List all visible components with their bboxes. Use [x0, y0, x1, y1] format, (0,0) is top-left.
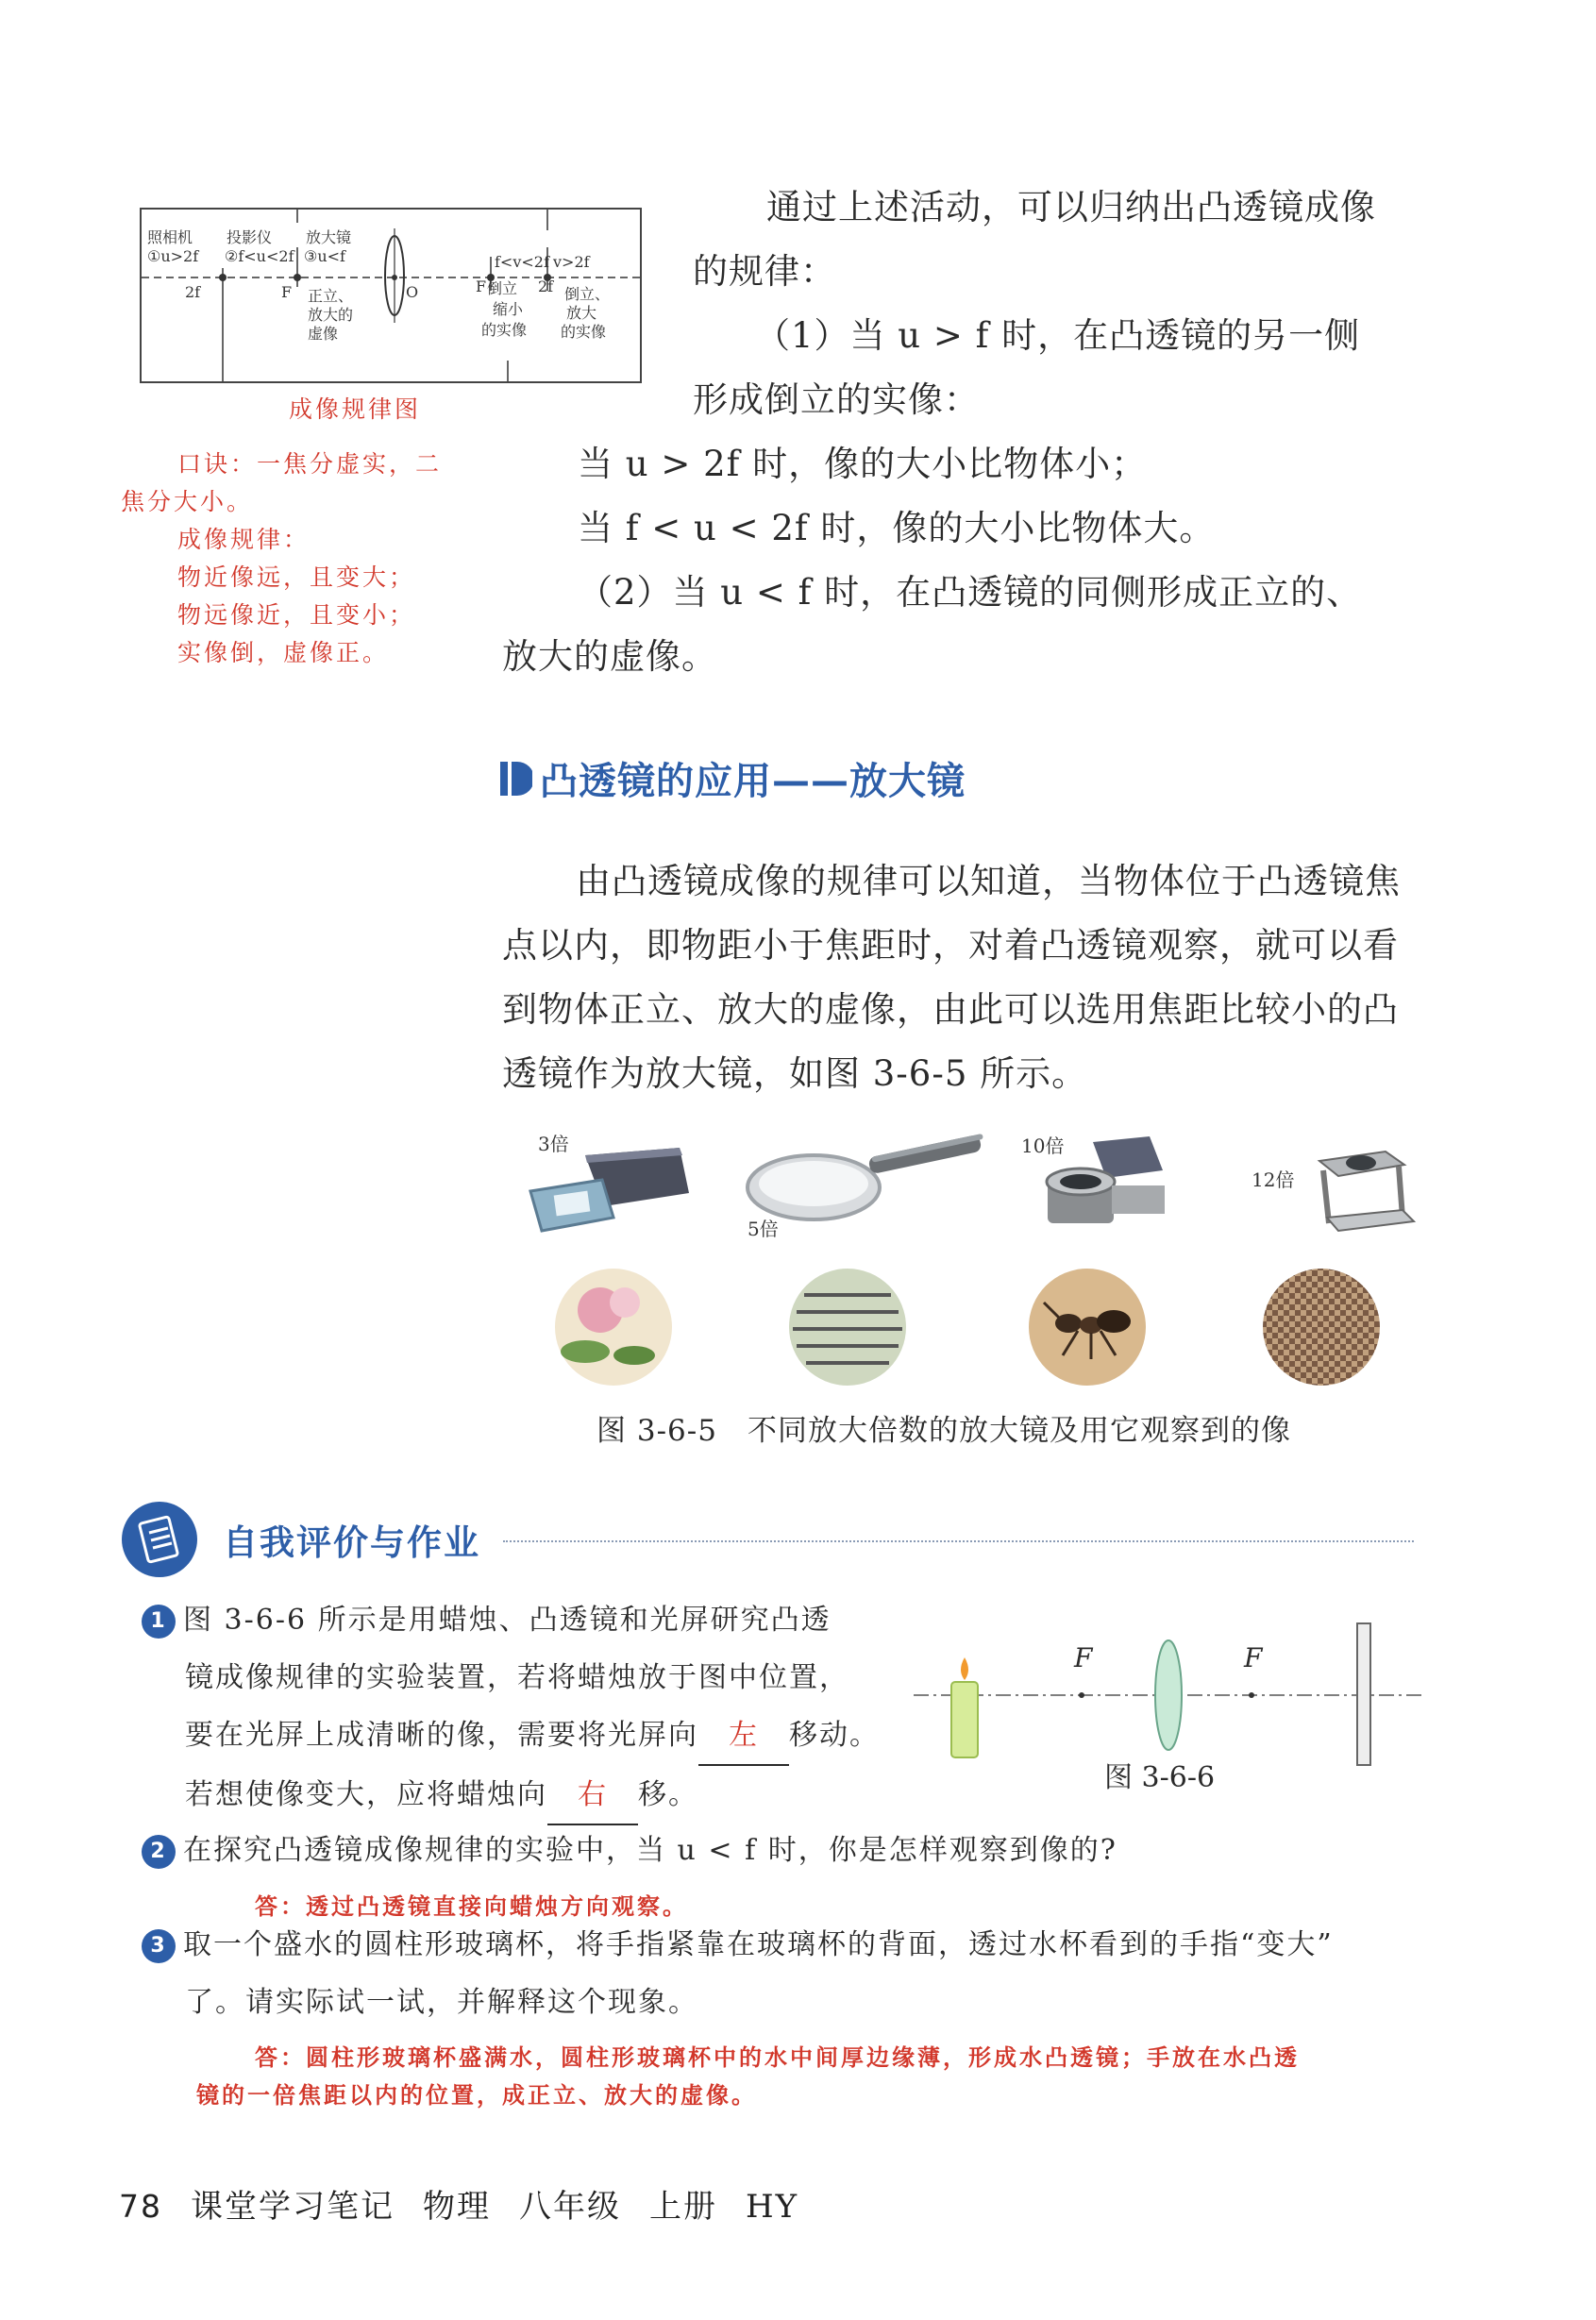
mnemonic-note [121, 446, 470, 672]
rule-3: 实像倒，虚像正。 [177, 639, 390, 666]
question-3 [142, 1916, 1435, 2031]
virtual-image-desc-2: 放大的 [308, 306, 354, 324]
rule-title: 成像规律： [177, 526, 311, 553]
mag-10x-label: 10倍 [1021, 1135, 1065, 1157]
question-1 [142, 1591, 916, 1825]
inverted-small-3: 的实像 [481, 321, 528, 339]
candle-icon [951, 1682, 978, 1757]
camera-condition: ①u>2f [147, 247, 199, 265]
summary-intro-1: 通过上述活动，可以归纳出凸透镜成像 [766, 187, 1376, 227]
text-view-image [781, 1265, 914, 1397]
answer-blank-1: 左 [698, 1706, 789, 1766]
question-1-line-1: 图 3-6-6 所示是用蜡烛、凸透镜和光屏研究凸透 [183, 1604, 832, 1637]
figure-3-6-6-caption: 图 3-6-6 [1104, 1761, 1216, 1794]
footer-book-title: 课堂学习笔记 [191, 2188, 395, 2226]
question-3-badge: 3 [142, 1929, 176, 1963]
section-title: 凸透镜的应用——放大镜 [540, 760, 966, 803]
question-2-answer: 答：透过凸透镜直接向蜡烛方向观察。 [255, 1892, 688, 1920]
section-para-line-3: 到物体正立、放大的虚像，由此可以选用焦距比较小的凸 [502, 989, 1399, 1030]
right-condition-2: v>2f [553, 253, 590, 271]
header-dotted-rule [503, 1540, 1414, 1542]
figure-3-6-5-caption: 图 3-6-5 不同放大倍数的放大镜及用它观察到的像 [596, 1414, 1291, 1448]
pocket-magnifier-icon [1038, 1133, 1180, 1236]
fabric-view-image [1255, 1265, 1387, 1397]
mag-3x-label: 3倍 [538, 1133, 569, 1155]
rule-2: 物远像近，且变小； [177, 601, 416, 629]
section-para-line-2: 点以内，即物距小于焦距时，对着凸透镜观察，就可以看 [502, 925, 1399, 966]
inverted-large-2: 放大 [566, 304, 597, 322]
homework-title: 自我评价与作业 [223, 1522, 480, 1563]
virtual-image-desc-1: 正立、 [308, 287, 354, 305]
question-3-line-2: 了。请实际试一试，并解释这个现象。 [185, 1986, 698, 2019]
folding-magnifier-icon [1301, 1133, 1423, 1236]
inverted-small-1: 倒立 [487, 279, 518, 297]
rule-1: 物近像远，且变大； [177, 563, 416, 591]
optical-bench-diagram [914, 1605, 1423, 1774]
question-2-badge: 2 [142, 1835, 176, 1869]
two-f-left-label: 2f [185, 283, 201, 301]
question-3-answer [196, 2039, 1442, 2114]
inverted-large-3: 的实像 [561, 323, 607, 341]
summary-intro-2: 的规律： [693, 251, 836, 292]
magnifier-label: 放大镜 [306, 228, 352, 246]
question-3-line-1: 取一个盛水的圆柱形玻璃杯，将手指紧靠在玻璃杯的背面，透过水杯看到的手指“变大” [183, 1928, 1334, 1961]
question-1-line-3b: 移动。 [789, 1719, 880, 1752]
section-heading [500, 751, 966, 805]
answer-blank-2: 右 [547, 1766, 638, 1825]
f-left-label: F [281, 283, 293, 301]
footer-grade: 八年级 [519, 2188, 621, 2226]
candle-flame-icon [961, 1657, 968, 1680]
virtual-image-desc-3: 虚像 [308, 325, 339, 343]
ant-view-image [1021, 1265, 1153, 1397]
inverted-small-2: 缩小 [493, 300, 524, 318]
square-magnifier-icon [529, 1136, 698, 1240]
question-1-line-2: 镜成像规律的实验装置，若将蜡烛放于图中位置， [185, 1661, 849, 1694]
section-marker-icon [500, 760, 532, 798]
page-number: 78 [119, 2188, 162, 2225]
section-para-line-4: 透镜作为放大镜，如图 3-6-5 所示。 [502, 1053, 1088, 1094]
light-screen-icon [1357, 1623, 1370, 1765]
page-footer [119, 2180, 798, 2227]
handheld-magnifier-icon [746, 1123, 991, 1236]
question-3-answer-line-2: 镜的一倍焦距以内的位置，成正立、放大的虚像。 [196, 2081, 757, 2109]
question-1-badge: 1 [142, 1605, 176, 1639]
mag-5x-label: 5倍 [748, 1218, 779, 1240]
two-f-right-label: 2f [538, 277, 554, 295]
focal-point-right: F [1244, 1642, 1263, 1673]
summary-p2b: 放大的虚像。 [502, 636, 717, 677]
summary-p1c: 当 u > 2f 时，像的大小比物体小； [578, 444, 1148, 484]
convex-lens-icon [1155, 1640, 1182, 1750]
camera-label: 照相机 [147, 228, 193, 246]
question-1-line-4b: 移。 [638, 1778, 698, 1811]
diagram-caption: 成像规律图 [289, 395, 422, 423]
mnemonic-line-2: 焦分大小。 [121, 488, 254, 515]
mnemonic-line-1: 口诀：一焦分虚实，二 [177, 450, 443, 478]
homework-header [121, 1501, 1414, 1576]
imaging-rule-diagram [140, 208, 642, 383]
homework-icon [121, 1501, 198, 1578]
summary-p1b: 形成倒立的实像： [693, 379, 980, 420]
focal-point-left: F [1074, 1642, 1093, 1673]
footer-volume: 上册 [649, 2188, 717, 2226]
right-condition-1: f<v<2f [495, 253, 549, 271]
flower-view-image [547, 1265, 680, 1397]
origin-label: O [406, 283, 419, 301]
question-1-line-3a: 要在光屏上成清晰的像，需要将光屏向 [185, 1719, 698, 1752]
figure-3-6-5 [529, 1123, 1435, 1397]
projector-label: 投影仪 [227, 228, 273, 246]
summary-p2a: （2）当 u < f 时，在凸透镜的同侧形成正立的、 [578, 572, 1363, 613]
question-1-line-4a: 若想使像变大，应将蜡烛向 [185, 1778, 547, 1811]
projector-condition: ②f<u<2f [225, 247, 294, 265]
f-right-label: F [476, 277, 487, 295]
mag-12x-label: 12倍 [1252, 1168, 1295, 1191]
section-paragraph [502, 849, 1446, 1106]
magnifier-condition: ③u<f [304, 247, 345, 265]
question-3-answer-line-1: 答：圆柱形玻璃杯盛满水，圆柱形玻璃杯中的水中间厚边缘薄，形成水凸透镜；手放在水凸透 [255, 2043, 1300, 2071]
summary-p1a: （1）当 u > f 时，在凸透镜的另一侧 [755, 315, 1361, 356]
section-para-line-1: 由凸透镜成像的规律可以知道，当物体位于凸透镜焦 [576, 861, 1401, 901]
inverted-large-1: 倒立、 [564, 285, 611, 303]
question-2-text: 在探究凸透镜成像规律的实验中，当 u < f 时，你是怎样观察到像的? [183, 1834, 1117, 1867]
question-2 [142, 1822, 1117, 1879]
summary-p1d: 当 f < u < 2f 时，像的大小比物体大。 [578, 508, 1216, 548]
footer-edition: HY [746, 2188, 799, 2226]
figure-3-6-6 [914, 1605, 1423, 1793]
footer-subject: 物理 [423, 2188, 491, 2226]
